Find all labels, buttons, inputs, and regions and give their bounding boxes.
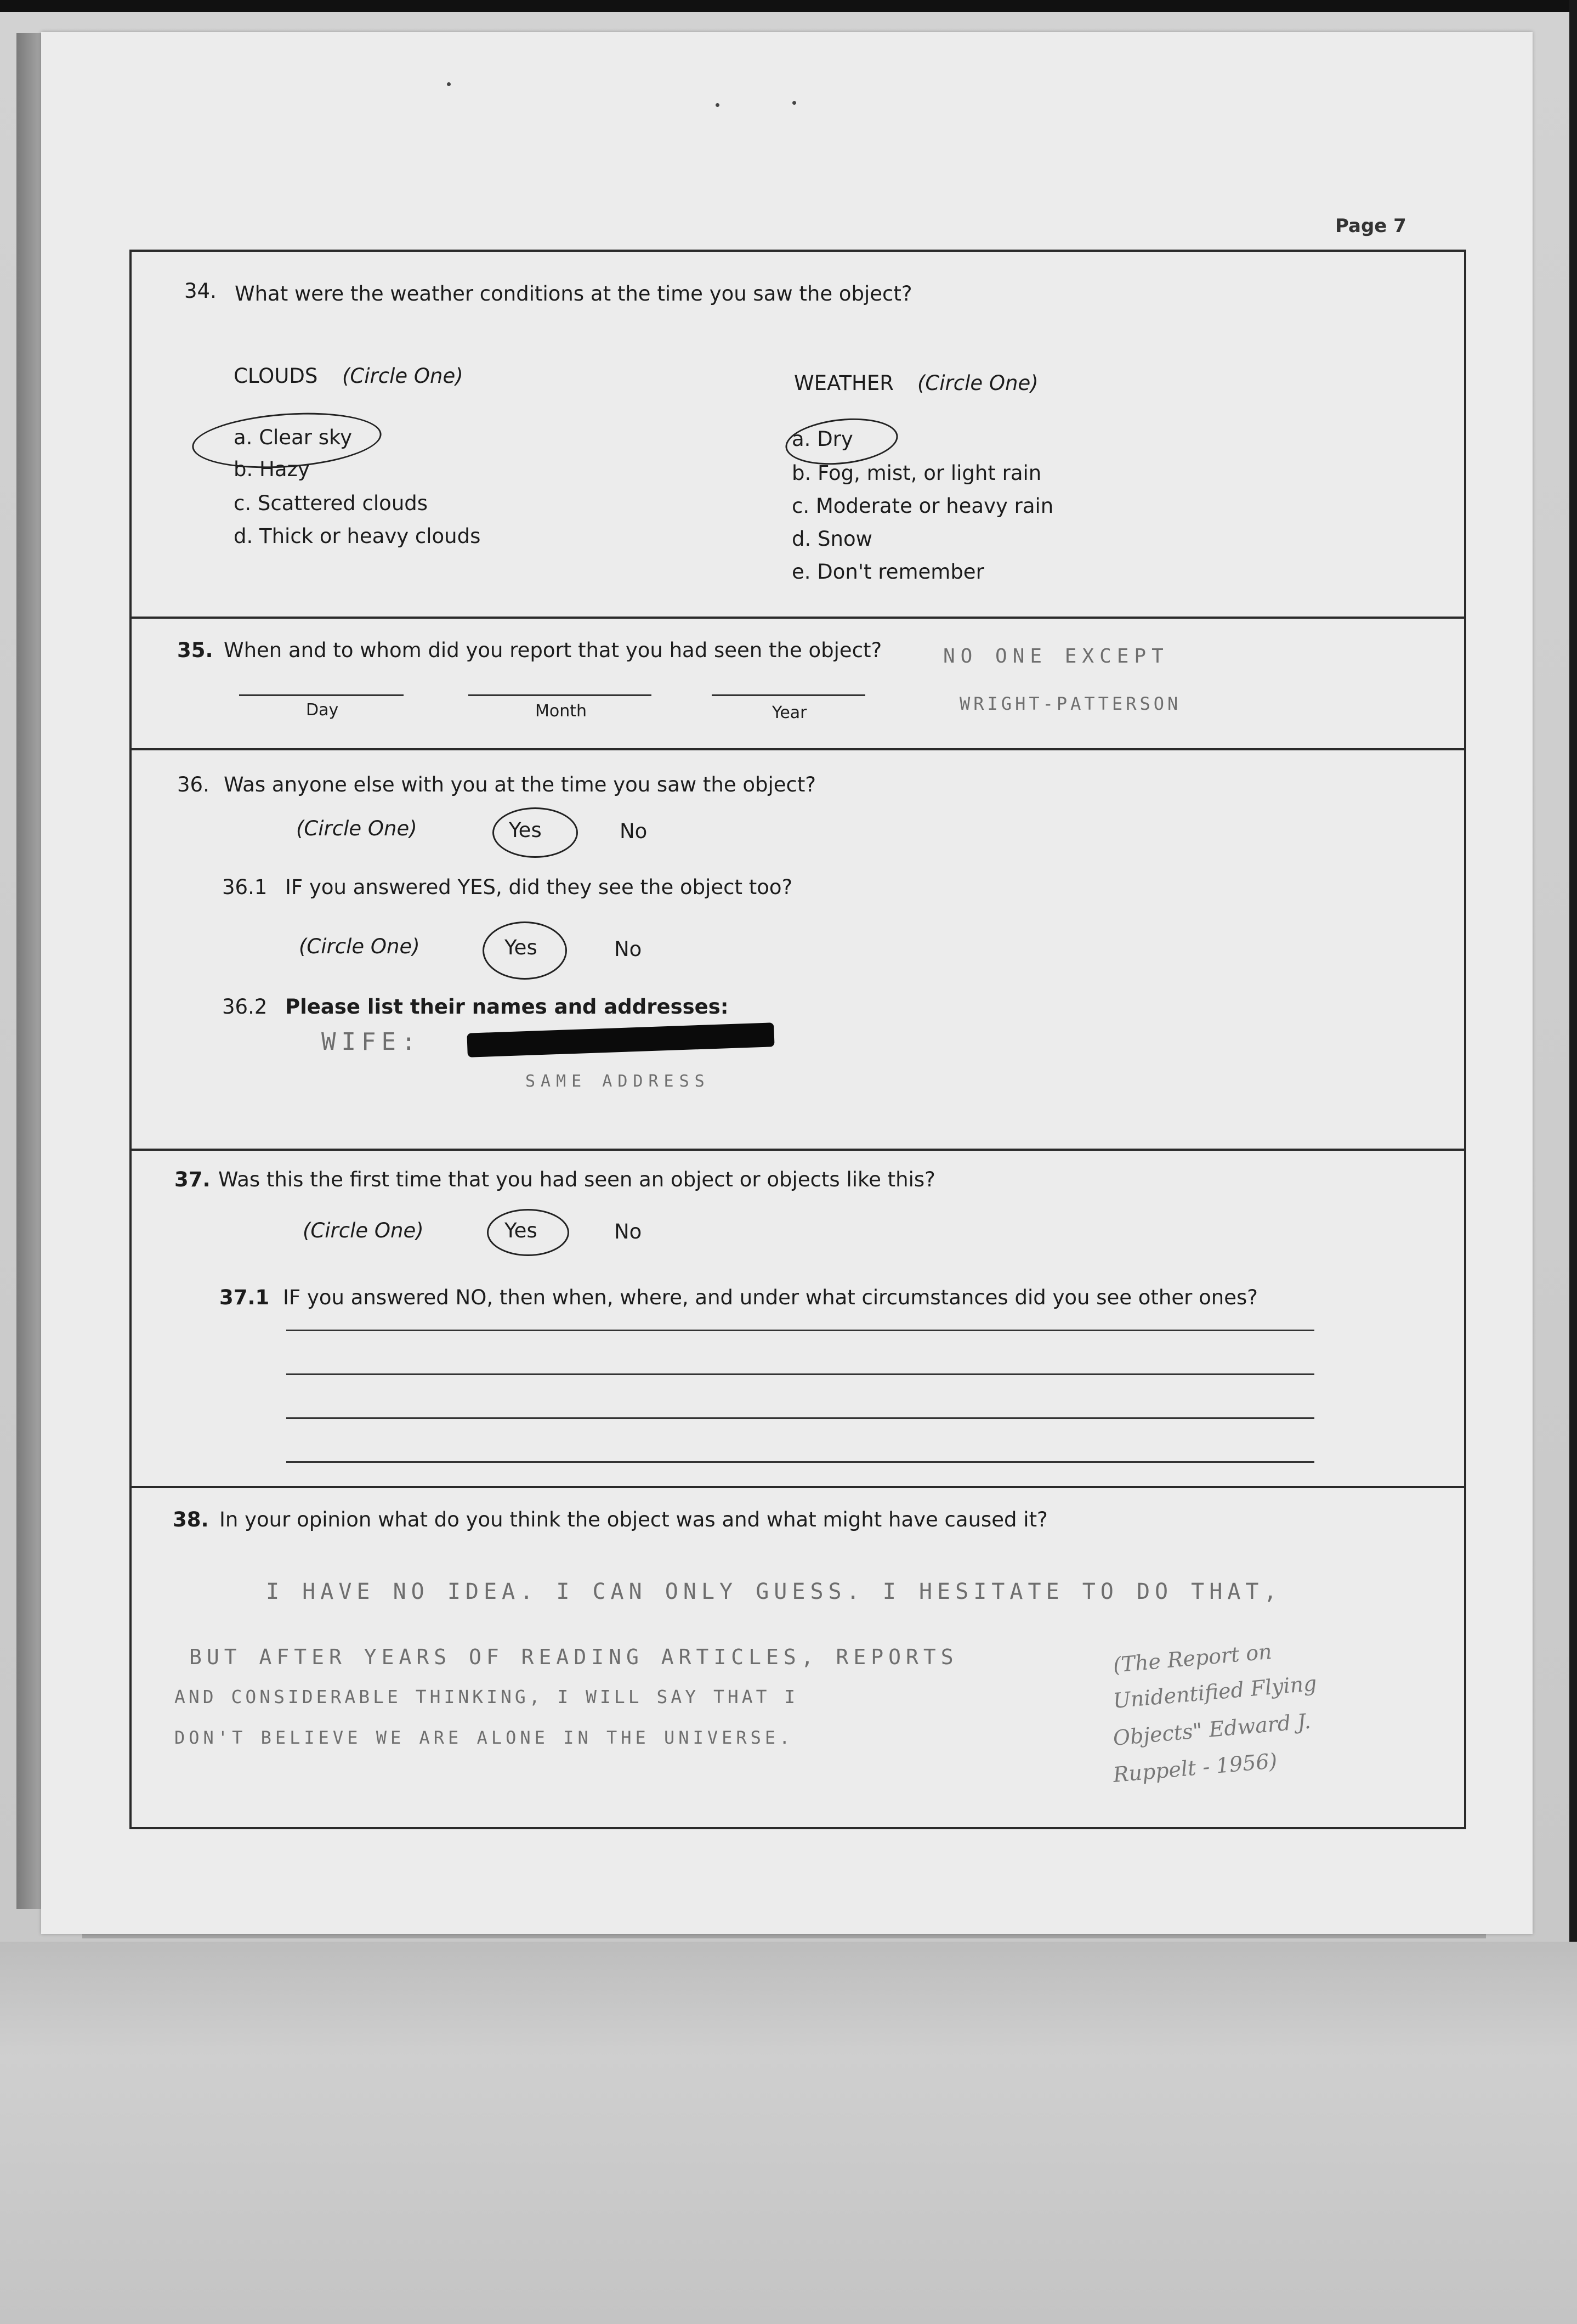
weather-option-b[interactable]: b. Fog, mist, or light rain [792, 461, 1042, 485]
day-label: Day [306, 700, 339, 720]
q36-1-yes[interactable]: Yes [504, 936, 537, 959]
q36-yes[interactable]: Yes [509, 818, 542, 842]
dust-speck [447, 82, 451, 86]
q38-number: 38. [173, 1508, 209, 1531]
page-number: Page 7 [1335, 215, 1406, 237]
questionnaire-form [129, 250, 1466, 1829]
q36-1-no[interactable]: No [614, 937, 642, 961]
question-38-section [132, 1486, 1464, 1831]
q37-question: Was this the first time that you had seen an object or objects like this? [218, 1168, 935, 1191]
q36-hint: (Circle One) [296, 817, 417, 840]
year-label: Year [772, 703, 807, 722]
q38-handwritten-line-2: BUT AFTER YEARS OF READING ARTICLES, REPORTS [189, 1645, 958, 1669]
q38-note-line-2: Unidentified Flying [1112, 1671, 1318, 1713]
clouds-option-a[interactable]: a. Clear sky [234, 426, 353, 449]
weather-option-a[interactable]: a. Dry [792, 427, 853, 451]
q35-handwritten-line-1: NO ONE EXCEPT [943, 645, 1169, 668]
weather-hint: (Circle One) [917, 371, 1039, 395]
q38-handwritten-line-1: I HAVE NO IDEA. I CAN ONLY GUESS. I HESITATE TO DO THAT, [266, 1579, 1282, 1604]
q36-1-yes-circle [483, 921, 567, 980]
clouds-option-c[interactable]: c. Scattered clouds [234, 491, 428, 515]
q37-hint: (Circle One) [303, 1219, 424, 1242]
year-line[interactable] [712, 694, 865, 696]
dust-speck [792, 101, 796, 105]
question-37-section [132, 1149, 1464, 1486]
q37-number: 37. [174, 1168, 211, 1191]
q36-2-handwritten-label: WIFE: [321, 1028, 422, 1056]
q37-yes-circle [487, 1209, 569, 1256]
day-line[interactable] [239, 694, 404, 696]
month-line[interactable] [468, 694, 651, 696]
q37-1-number: 37.1 [219, 1286, 270, 1309]
question-35-section [132, 617, 1464, 748]
q36-yes-circle [492, 807, 578, 858]
clouds-selection-circle [190, 407, 383, 474]
clouds-hint: (Circle One) [342, 364, 463, 388]
q36-number: 36. [177, 773, 209, 796]
q38-question: In your opinion what do you think the object was and what might have caused it? [219, 1508, 1048, 1531]
scan-lower-band [0, 1942, 1577, 2324]
q34-question: What were the weather conditions at the time you saw the object? [235, 282, 912, 306]
q36-1-question: IF you answered YES, did they see the object too? [285, 875, 793, 899]
q36-2-number: 36.2 [222, 995, 268, 1019]
clouds-heading: CLOUDS [234, 364, 318, 388]
q36-2-handwritten-address: SAME ADDRESS [525, 1072, 710, 1091]
clouds-option-d[interactable]: d. Thick or heavy clouds [234, 524, 481, 548]
q35-question: When and to whom did you report that you had seen the object? [224, 638, 882, 662]
redacted-name [467, 1022, 774, 1058]
answer-line[interactable] [286, 1461, 1314, 1463]
q37-yes[interactable]: Yes [504, 1219, 537, 1242]
question-34-section [132, 252, 1464, 617]
q37-1-question: IF you answered NO, then when, where, and under what circumstances did you see other ones? [283, 1286, 1258, 1309]
answer-line[interactable] [286, 1417, 1314, 1419]
clouds-option-b[interactable]: b. Hazy [234, 457, 310, 481]
scan-top-edge [0, 0, 1577, 12]
weather-heading: WEATHER [794, 371, 894, 395]
weather-option-e[interactable]: e. Don't remember [792, 560, 984, 584]
q38-note-line-3: Objects" Edward J. [1112, 1709, 1312, 1750]
q36-1-hint: (Circle One) [299, 935, 420, 958]
answer-line[interactable] [286, 1373, 1314, 1375]
q38-handwritten-line-4: DON'T BELIEVE WE ARE ALONE IN THE UNIVERSE. [174, 1727, 794, 1748]
month-label: Month [535, 702, 587, 721]
q37-no[interactable]: No [614, 1220, 642, 1243]
q38-handwritten-line-3: AND CONSIDERABLE THINKING, I WILL SAY THAT I [174, 1686, 799, 1707]
q36-no[interactable]: No [620, 819, 648, 843]
weather-option-c[interactable]: c. Moderate or heavy rain [792, 494, 1054, 518]
q35-handwritten-line-2: WRIGHT-PATTERSON [960, 693, 1182, 714]
question-36-section [132, 748, 1464, 1149]
q36-question: Was anyone else with you at the time you saw the object? [224, 773, 816, 796]
q36-2-question: Please list their names and addresses: [285, 995, 729, 1019]
dust-speck [716, 103, 719, 107]
q35-number: 35. [177, 638, 213, 662]
q36-1-number: 36.1 [222, 875, 268, 899]
answer-line[interactable] [286, 1330, 1314, 1331]
weather-option-d[interactable]: d. Snow [792, 527, 872, 551]
q38-note-line-1: (The Report on [1112, 1639, 1273, 1677]
q38-note-line-4: Ruppelt - 1956) [1112, 1748, 1278, 1787]
q34-number: 34. [184, 279, 217, 303]
